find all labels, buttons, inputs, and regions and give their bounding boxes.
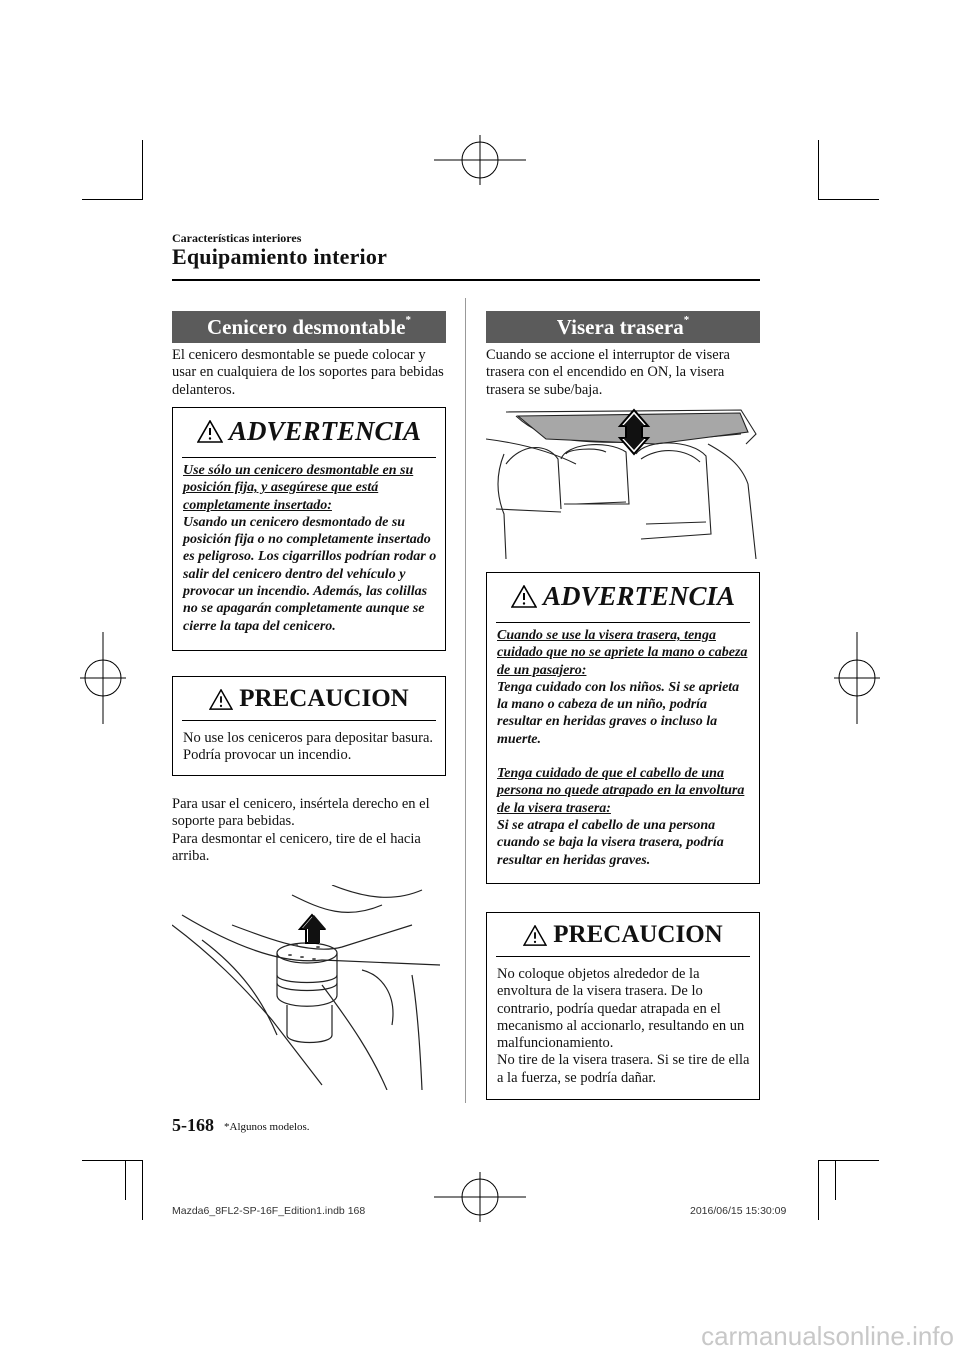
optional-mark: * xyxy=(405,314,411,326)
watermark: carmanualsonline.info xyxy=(701,1321,954,1351)
warning-lead: Tenga cuidado de que el cabello de una persona no quede atrapado en la envoltura de la visera trasera: xyxy=(497,766,745,816)
warning-triangle-icon xyxy=(209,689,233,710)
ashtray-intro: El cenicero desmontable se puede colocar y usar en cualquiera de los soportes para bebidas delanteros. xyxy=(172,347,444,398)
warning-text: Usando un cenicero desmontado de su posición fija o no completamente insertado es peligroso. Los cigarrillos podrían rodar o salir del cenicero dentro del vehículo y provocar un incendio. Además, las colillas no se apagarán completamente aunque se cierre la tapa del cenicero. xyxy=(183,514,437,634)
warning-title: ADVERTENCIA xyxy=(542,581,736,611)
warning-text: Tenga cuidado con los niños. Si se aprieta la mano o cabeza de un niño, podría resultar en heridas graves o incluso la muerte. xyxy=(497,679,740,747)
warning-lead: Use sólo un cenicero desmontable en su posición fija, y asegúrese que está completamente insertado: xyxy=(183,463,414,513)
registration-mark-icon xyxy=(834,632,880,724)
registration-mark-icon xyxy=(434,135,526,185)
caution-box xyxy=(486,912,760,1100)
warning-triangle-icon xyxy=(197,420,223,443)
section-banner-ashtray xyxy=(172,311,446,343)
warning-header xyxy=(173,416,445,447)
warning-triangle-icon xyxy=(511,585,537,608)
imprint-date: 2016/06/15 15:30:09 xyxy=(690,1205,787,1217)
imprint-file: Mazda6_8FL2-SP-16F_Edition1.indb 168 xyxy=(172,1205,366,1217)
box-rule xyxy=(496,956,750,957)
box-rule xyxy=(182,720,436,721)
warning-text: Si se atrapa el cabello de una persona cuando se baja la visera trasera, podría resultar en heridas graves. xyxy=(497,817,724,868)
warning-header xyxy=(487,581,759,612)
caution-header xyxy=(487,921,759,949)
footnote: *Algunos modelos. xyxy=(224,1121,310,1133)
caution-header xyxy=(173,685,445,713)
optional-mark: * xyxy=(683,314,690,326)
warning-box xyxy=(172,407,446,651)
page-number: 5-168 xyxy=(172,1115,214,1135)
warning-body xyxy=(183,462,437,635)
box-rule xyxy=(182,457,436,458)
registration-mark-icon xyxy=(80,632,126,724)
warning-title: ADVERTENCIA xyxy=(228,416,422,446)
sunshade-intro: Cuando se accione el interruptor de visera trasera con el encendido en ON, la visera trasera se sube/baja. xyxy=(486,347,730,398)
caution-text: No use los ceniceros para depositar basura. Podría provocar un incendio. xyxy=(183,730,434,764)
page-title: Equipamiento interior xyxy=(172,244,388,269)
caution-text: No coloque objetos alrededor de la envoltura de la visera trasera. De lo contrario, podría quedar atrapada en el mecanismo al accionarlo, resultando en un malfuncionamiento. No tire de la visera trasera. Si se tire de ella a la fuerza, se podría dañar. xyxy=(497,966,750,1086)
caution-box xyxy=(172,676,446,776)
caution-title: PRECAUCION xyxy=(239,685,409,712)
section-label: Características interiores xyxy=(172,231,302,245)
warning-box xyxy=(486,572,760,884)
ashtray-instructions: Para usar el cenicero, insértela derecho en el soporte para bebidas. Para desmontar el cenicero, tire de el hacia arriba. xyxy=(172,796,430,864)
section-banner-rear-sunshade xyxy=(486,311,760,343)
banner-title: Visera trasera xyxy=(556,315,684,339)
header-rule xyxy=(172,279,760,281)
caution-title: PRECAUCION xyxy=(553,921,723,948)
warning-triangle-icon xyxy=(523,925,547,946)
column-divider xyxy=(465,298,466,1103)
rear-sunshade-illustration xyxy=(486,404,760,559)
registration-mark-icon xyxy=(434,1172,526,1222)
banner-title: Cenicero desmontable xyxy=(206,315,406,339)
ashtray-illustration xyxy=(172,885,448,1090)
warning-lead: Cuando se use la visera trasera, tenga cuidado que no se apriete la mano o cabeza de un pasajero: xyxy=(497,628,748,678)
box-rule xyxy=(496,622,750,623)
warning-body xyxy=(497,627,751,869)
